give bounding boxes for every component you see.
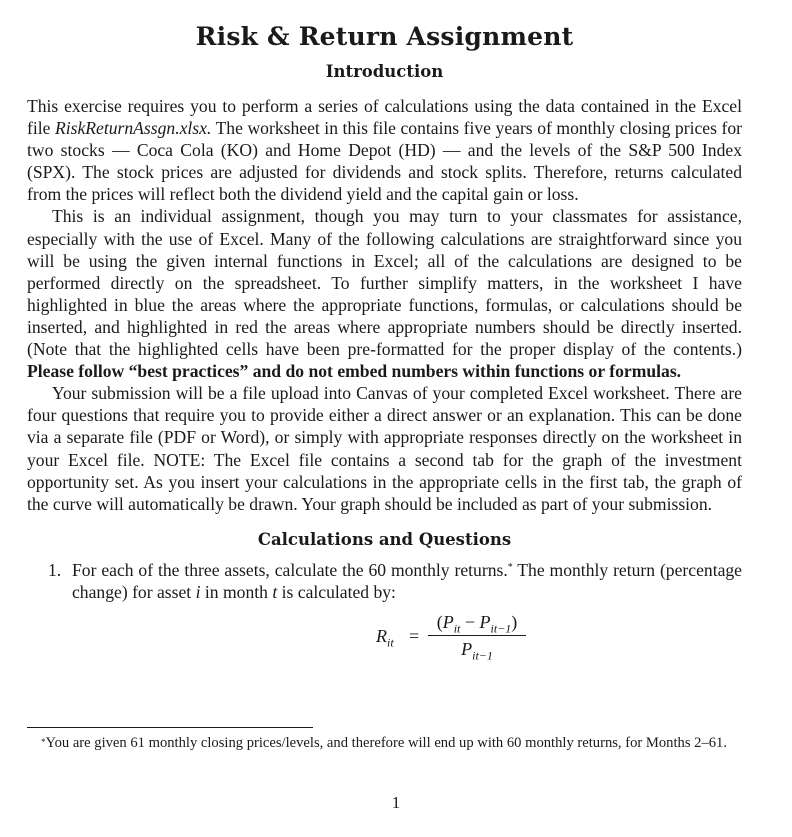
footnote: [27, 734, 742, 753]
question-text-b: The monthly return (percentage change) for asset: [72, 559, 742, 602]
question-text-a: For each of the three assets, calculate the 60 monthly returns.: [72, 559, 508, 580]
excel-file-name: RiskReturnAssgn.xlsx.: [54, 118, 212, 139]
formula-denominator: [428, 638, 526, 663]
variable-t: t: [272, 581, 278, 602]
footnote-text: You are given 61 monthly closing prices/levels, and therefore will end up with 60 monthly returns, for Months 2–61.: [45, 735, 727, 751]
variable-i: i: [195, 581, 201, 602]
formula-fraction: [428, 611, 526, 663]
section-heading-calculations: Calculations and Questions: [257, 529, 512, 549]
formula-equals: =: [409, 625, 420, 646]
numerator-price-previous-sub: it−1: [490, 621, 512, 636]
formula-lhs-subscript: it: [387, 635, 394, 650]
document-title: Risk & Return Assignment: [195, 22, 574, 51]
paragraph-submission: Your submission will be a file upload into Canvas of your completed Excel worksheet. There are four questions that require you to provide either a direct answer or an explanation. This can be done via a separate file (PDF or Word), or simply with appropriate responses directly on the worksheet in your Excel file. NOTE: The Excel file contains a second tab for the graph of the investment opportunity set. As you insert your calculations in the appropriate cells in the first tab, the graph of the curve will automatically be drawn. Your graph should be included as part of your submission.: [27, 383, 742, 514]
footnote-marker: *: [507, 561, 513, 573]
numerator-price-previous: P: [479, 611, 491, 632]
paragraph-instructions: [27, 205, 742, 382]
numerator-minus: −: [460, 611, 480, 632]
formula-lhs: [376, 625, 394, 654]
numerator-price-current-sub: it: [453, 621, 461, 636]
paragraph-intro-text-start: This exercise requires you to perform a series of calculations using the data contained in the Excel file: [27, 96, 742, 139]
fraction-bar: [428, 635, 526, 636]
formula-lhs-symbol: R: [376, 625, 387, 646]
denominator-price-previous: P: [461, 638, 473, 659]
question-text-c: in month: [200, 581, 273, 602]
question-item: [27, 559, 742, 665]
paragraph-instructions-text: This is an individual assignment, though you may turn to your classmates for assistance, especially with the use of Excel. Many of the following calculations are straightforward since you will be using the given internal functions in Excel; all of the calculations are designed to be performed directly on the spreadsheet. To further simplify matters, in the worksheet I have highlighted in blue the areas where the appropriate functions, formulas, or calculations should be inserted, and highlighted in red the areas where appropriate numbers should be directly inserted. (Note that the highlighted cells have been pre-formatted for the proper display of the contents.): [27, 206, 742, 360]
numerator-price-current: P: [442, 611, 454, 632]
question-number: 1.: [48, 559, 62, 580]
denominator-price-previous-sub: it−1: [472, 648, 493, 663]
page-number: 1: [391, 793, 401, 812]
footnote-divider: [27, 727, 313, 728]
return-formula: [72, 609, 742, 665]
numerator-open-paren: (: [436, 611, 443, 632]
paragraph-intro: [27, 95, 742, 205]
formula-numerator: [428, 611, 526, 636]
question-text-d: is calculated by:: [277, 581, 396, 602]
footnote-mark: *: [41, 737, 46, 747]
best-practices-note: Please follow “best practices” and do not embed numbers within functions or formulas.: [27, 361, 682, 382]
section-heading-introduction: Introduction: [325, 62, 444, 81]
paragraph-intro-text-end: The worksheet in this file contains five years of monthly closing prices for two stocks — Coca Cola (KO) and Home Depot (HD) — and the levels of the S&P 500 Index (SPX). The stock prices are adjusted for dividends and stock splits. Therefore, returns calculated from the prices will reflect both the dividend yield and the capital gain or loss.: [27, 118, 742, 205]
document-page: [27, 18, 742, 665]
questions-list: [27, 559, 742, 665]
numerator-close-paren: ): [511, 611, 518, 632]
